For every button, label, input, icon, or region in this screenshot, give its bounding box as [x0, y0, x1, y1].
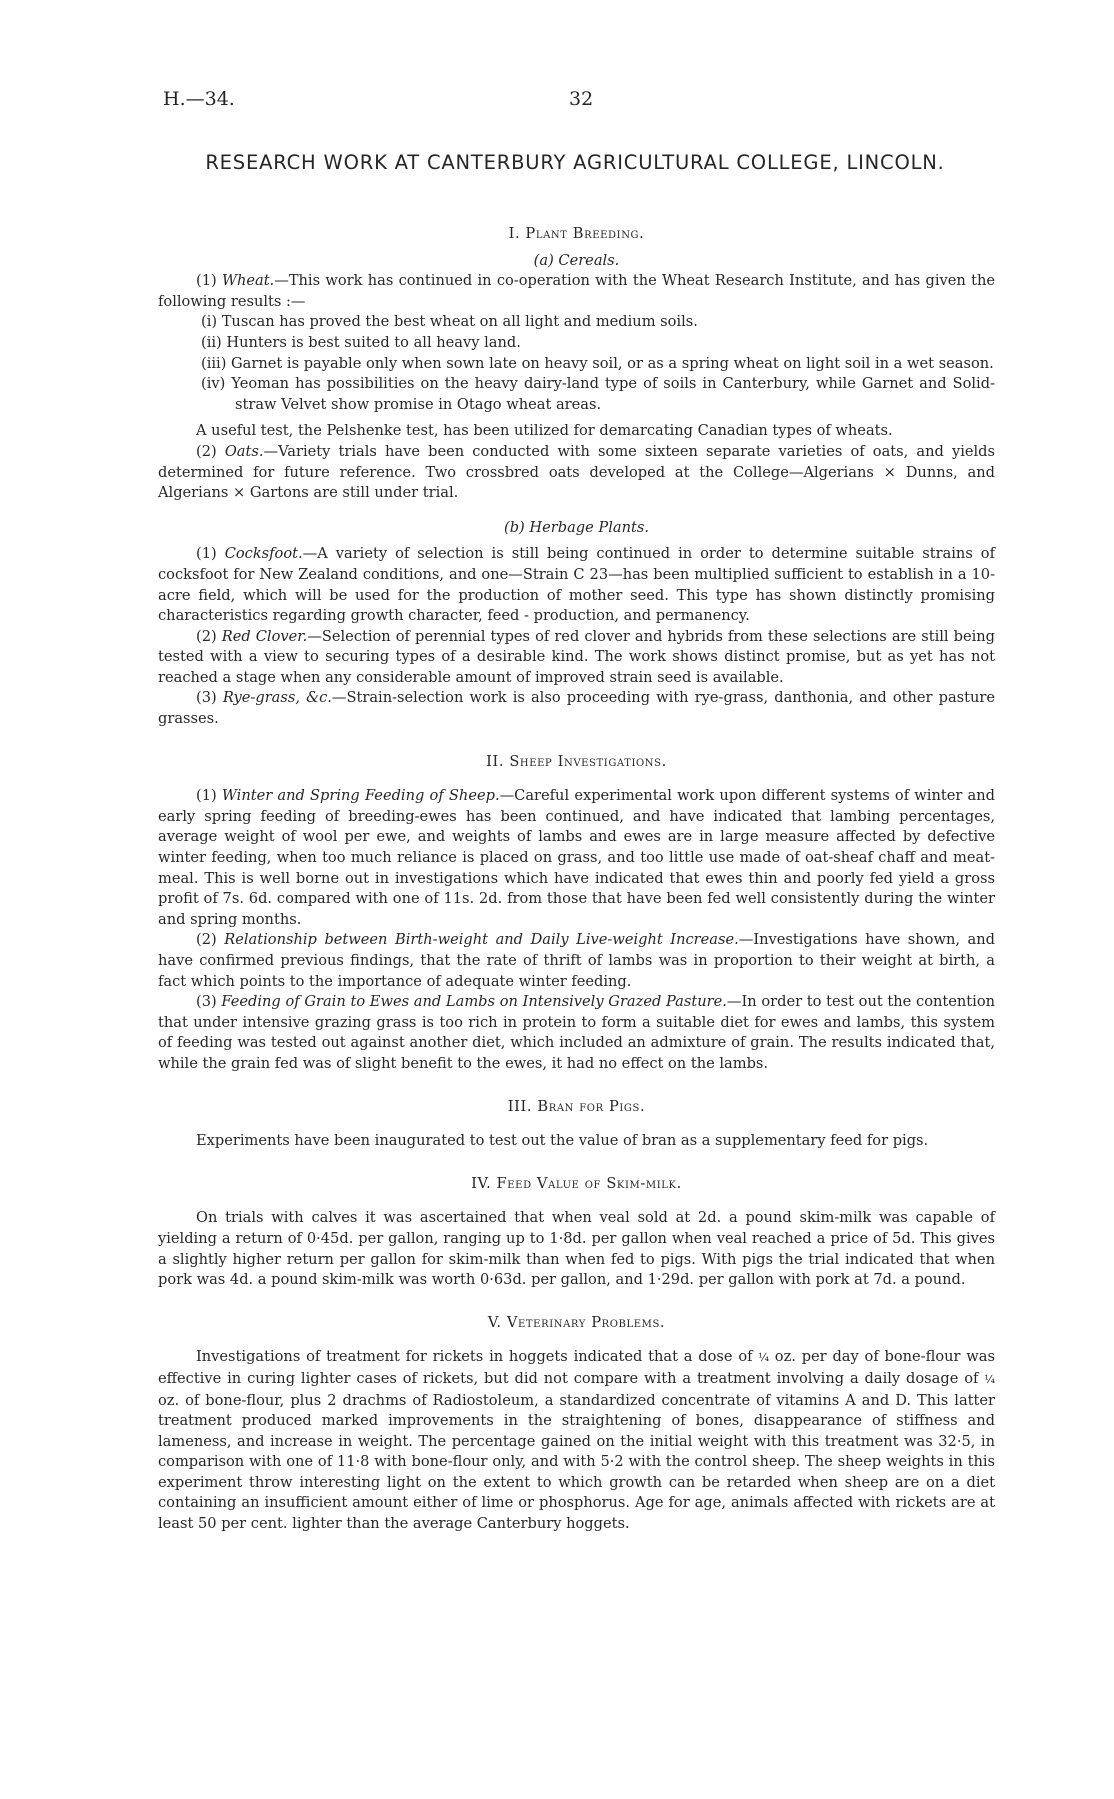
paragraph-text: —Careful experimental work upon different systems of winter and early spring feeding of breeding-ewes has been continued, and have indicated that lambing percentages, average weight of wool per ewe, and weights of lambs and ewes are in large measure affected by defective winter feeding, when too much reliance is placed on grass, and too little use made of oat-sheaf chaff and meat-meal. This is well borne out in investigations which have indicated that ewes thin and poorly fed yield a gross profit of 7s. 6d. compared with one of 11s. 2d. from those that have been fed well consistently during the winter and spring months.	[158, 787, 995, 928]
fraction: ¼	[984, 1372, 995, 1386]
paragraph-term: Rye-grass, &c.	[222, 689, 332, 707]
section-heading-sheep-investigations: II. Sheep Investigations.	[486, 752, 667, 770]
list-item: (iii) Garnet is payable only when sown late on heavy soil, or as a spring wheat on light soil in a wet season.	[201, 354, 994, 372]
section-heading-bran-for-pigs: III. Bran for Pigs.	[507, 1097, 646, 1115]
subheading-cereals: (a) Cereals.	[533, 251, 620, 269]
paragraph-term: Wheat.	[221, 272, 275, 290]
paragraph-text: oz. per day of bone-flour was effective in curing lighter cases of rickets, but did not compare with a treatment involving a daily dosage of	[158, 1348, 995, 1387]
paragraph-cocksfoot	[158, 544, 995, 626]
paragraph-term: Feeding of Grain to Ewes and Lambs on Intensively Grazed Pasture.	[221, 993, 727, 1011]
paragraph-birth-weight	[158, 930, 995, 992]
paragraph-number: (2)	[196, 931, 217, 949]
paragraph-number: (3)	[196, 689, 217, 707]
paragraph-winter-feeding	[158, 786, 995, 930]
paragraph-rickets	[158, 1347, 995, 1534]
paragraph-number: (3)	[196, 993, 217, 1011]
paragraph-text: Investigations of treatment for rickets in hoggets indicated that a dose of	[196, 1348, 759, 1366]
section-heading-veterinary-problems: V. Veterinary Problems.	[487, 1313, 666, 1331]
page-title: RESEARCH WORK AT CANTERBURY AGRICULTURAL COLLEGE, LINCOLN.	[205, 151, 945, 174]
paragraph-feeding-grain	[158, 992, 995, 1074]
paragraph-red-clover	[158, 627, 995, 689]
paragraph-text: —Variety trials have been conducted with some sixteen separate varieties of oats, and yields determined for future reference. Two crossbred oats developed at the College—Algerians × Dunns, and Algerians × Gartons are still under trial.	[158, 442, 996, 502]
paragraph-number: (1)	[196, 272, 217, 290]
paragraph-bran: Experiments have been inaugurated to test out the value of bran as a supplementary feed for pigs.	[196, 1132, 929, 1150]
paragraph-number: (1)	[196, 787, 217, 805]
paragraph-wheat	[158, 271, 995, 312]
paragraph-pelshenke: A useful test, the Pelshenke test, has been utilized for demarcating Canadian types of wheats.	[196, 422, 893, 440]
paragraph-text: —In order to test out the contention that under intensive grazing grass is too rich in protein to form a suitable diet for ewes and lambs, this system of feeding was tested out against another diet, which included an admixture of grain. The results indicated that, while the grain fed was of slight benefit to the ewes, it had no effect on the lambs.	[158, 993, 996, 1072]
section-heading-skim-milk: IV. Feed Value of Skim-milk.	[471, 1174, 682, 1192]
paragraph-text: oz. of bone-flour, plus 2 drachms of Radiostoleum, a standardized concentrate of vitamins A and D. This latter treatment produced marked improvements in the straightening of bones, disappearance of stiffness and lameness, and increase in weight. The percentage gained on the initial weight with this treatment was 32·5, in comparison with one of 11·8 with bone-flour only, and with 5·2 with the control sheep. The sheep weights in this experiment throw interesting light on the extent to which growth can be retarded when sheep are on a diet containing an insufficient amount either of lime or phosphorus. Age for age, animals affected with rickets are at least 50 per cent. lighter than the average Canterbury hoggets.	[158, 1391, 995, 1533]
paragraph-term: Relationship between Birth-weight and Daily Live-weight Increase.	[224, 931, 739, 949]
paragraph-rye-grass	[158, 688, 995, 729]
page-number: 32	[569, 88, 594, 110]
paragraph-term: Oats.	[224, 442, 264, 460]
paragraph-term: Cocksfoot.	[224, 545, 303, 563]
paragraph-text: —Selection of perennial types of red clover and hybrids from these selections are still being tested with a view to securing types of a desirable kind. The work shows distinct promise, but as yet has not reached a stage when any considerable amount of improved strain seed is available.	[158, 627, 996, 686]
paragraph-text: —A variety of selection is still being continued in order to determine suitable strains of cocksfoot for New Zealand conditions, and one—Strain C 23—has been multiplied sufficient to establish in a 10-acre field, which will be used for the production of mother seed. This type has shown distinctly promising characteristics regarding growth character, feed - production, and permanency.	[158, 545, 995, 625]
paragraph-text: —This work has continued in co-operation with the Wheat Research Institute, and has given the following results :—	[158, 272, 995, 310]
subheading-herbage-plants: (b) Herbage Plants.	[504, 518, 649, 536]
list-item: (iv) Yeoman has possibilities on the heavy dairy-land type of soils in Canterbury, while Garnet and Solid-straw Velvet show promise in Otago wheat areas.	[201, 375, 995, 413]
document-reference: H.—34.	[163, 88, 235, 110]
list-item: (i) Tuscan has proved the best wheat on all light and medium soils.	[201, 313, 698, 331]
paragraph-term: Red Clover.	[221, 627, 308, 645]
paragraph-number: (2)	[196, 442, 217, 460]
paragraph-number: (2)	[196, 627, 217, 645]
list-item: (ii) Hunters is best suited to all heavy land.	[201, 333, 521, 351]
document-body	[158, 224, 995, 1535]
paragraph-term: Winter and Spring Feeding of Sheep.	[221, 787, 500, 805]
paragraph-text: —Investigations have shown, and have confirmed previous findings, that the rate of thrift of lambs was in proportion to their weight at birth, a fact which points to the importance of adequate winter feeding.	[158, 931, 996, 990]
paragraph-skim-milk: On trials with calves it was ascertained that when veal sold at 2d. a pound skim-milk was capable of yielding a return of 0·45d. per gallon, ranging up to 1·8d. per gallon when veal reached a price of 5d. This gives a slightly higher return per gallon for skim-milk than when fed to pigs. With pigs the trial indicated that when pork was 4d. a pound skim-milk was worth 0·63d. per gallon, and 1·29d. per gallon with pork at 7d. a pound.	[158, 1209, 995, 1289]
section-heading-plant-breeding: I. Plant Breeding.	[508, 225, 645, 242]
fraction: ¼	[758, 1351, 769, 1365]
paragraph-text: —Strain-selection work is also proceeding with rye-grass, danthonia, and other pasture grasses.	[158, 689, 996, 728]
paragraph-oats	[158, 442, 995, 504]
paragraph-number: (1)	[196, 545, 217, 563]
